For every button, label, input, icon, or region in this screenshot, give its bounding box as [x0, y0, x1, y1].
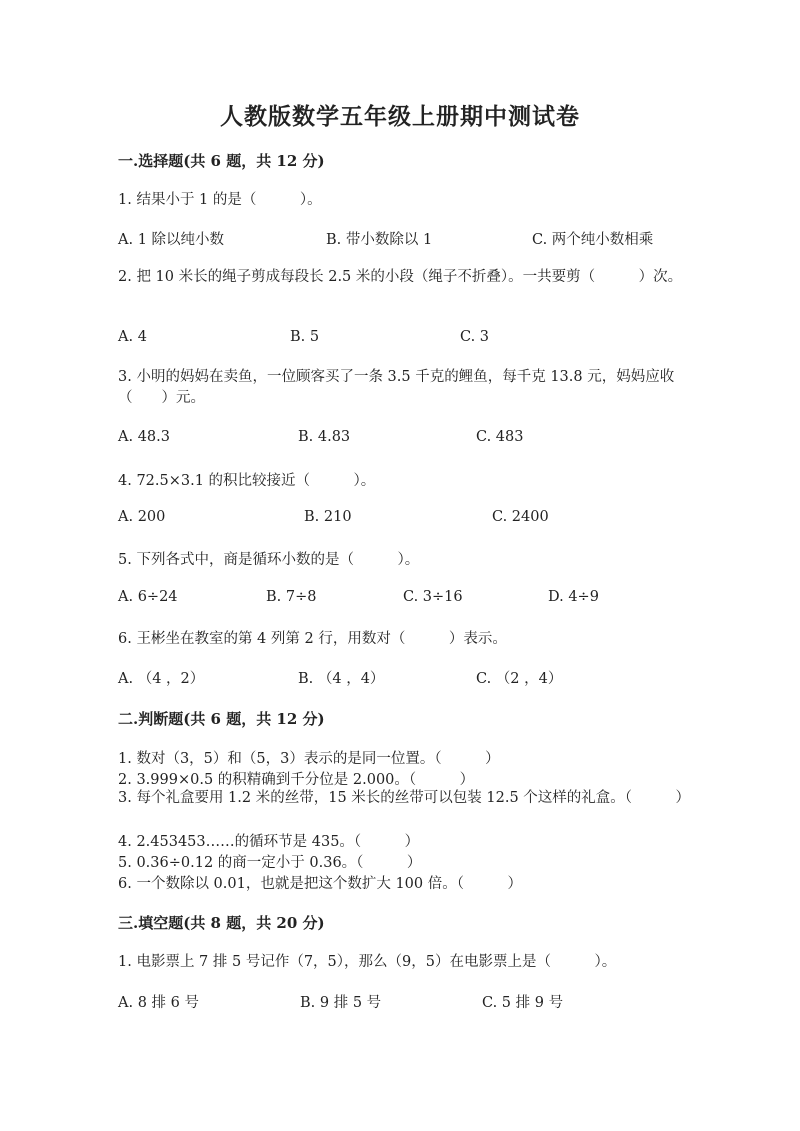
- judgement-item: 1. 数对（3，5）和（5，3）表示的是同一位置。（ ）: [118, 751, 500, 767]
- section-heading-judgement: 二.判断题(共 6 题，共 12 分): [118, 710, 325, 728]
- question-text: 6. 王彬坐在教室的第 4 列第 2 行，用数对（ ）表示。: [118, 631, 507, 647]
- question-text: 5. 下列各式中，商是循环小数的是（ ）。: [118, 552, 420, 568]
- option-b: B. （4 ，4）: [298, 671, 385, 687]
- option-b: B. 带小数除以 1: [326, 232, 433, 248]
- option-d: D. 4÷9: [548, 589, 599, 605]
- option-c: C. 2400: [492, 509, 549, 525]
- judgement-item: 6. 一个数除以 0.01，也就是把这个数扩大 100 倍。（ ）: [118, 876, 522, 892]
- question-text: 3. 小明的妈妈在卖鱼，一位顾客买了一条 3.5 千克的鲤鱼，每千克 13.8 元，妈妈应收（ ）元。: [118, 369, 675, 406]
- question-text: 1. 电影票上 7 排 5 号记作（7，5），那么（9，5）在电影票上是（ ）。: [118, 954, 617, 970]
- option-c: C. 483: [476, 429, 524, 445]
- option-c: C. 两个纯小数相乘: [532, 232, 654, 248]
- option-a: A. 4: [118, 329, 147, 345]
- option-b: B. 9 排 5 号: [300, 995, 382, 1011]
- option-a: A. 8 排 6 号: [118, 995, 199, 1011]
- option-b: B. 5: [290, 329, 320, 345]
- option-c: C. （2 ，4）: [476, 671, 563, 687]
- option-c: C. 3: [460, 329, 490, 345]
- judgement-item: 5. 0.36÷0.12 的商一定小于 0.36。（ ）: [118, 855, 422, 871]
- option-c: C. 3÷16: [403, 589, 463, 605]
- section-heading-choice: 一.选择题(共 6 题，共 12 分): [118, 152, 325, 170]
- question-text: 1. 结果小于 1 的是（ ）。: [118, 192, 322, 208]
- judgement-item: 3. 每个礼盒要用 1.2 米的丝带，15 米长的丝带可以包装 12.5 个这样的礼盒。（ ）: [118, 790, 691, 806]
- judgement-item: 4. 2.453453……的循环节是 435。（ ）: [118, 834, 420, 850]
- section-heading-fill: 三.填空题(共 8 题，共 20 分): [118, 914, 325, 932]
- question-text: 2. 把 10 米长的绳子剪成每段长 2.5 米的小段（绳子不折叠）。一共要剪（ ）次。: [118, 269, 683, 285]
- option-a: A. 48.3: [118, 429, 170, 445]
- question-text: 4. 72.5×3.1 的积比较接近（ ）。: [118, 473, 376, 489]
- option-a: A. （4 ，2）: [118, 671, 205, 687]
- option-a: A. 200: [118, 509, 166, 525]
- judgement-item: 2. 3.999×0.5 的积精确到千分位是 2.000。（ ）: [118, 772, 475, 788]
- option-c: C. 5 排 9 号: [482, 995, 564, 1011]
- option-b: B. 210: [304, 509, 352, 525]
- option-a: A. 1 除以纯小数: [118, 232, 225, 248]
- option-b: B. 7÷8: [266, 589, 317, 605]
- page-title: 人教版数学五年级上册期中测试卷: [220, 103, 580, 130]
- option-a: A. 6÷24: [118, 589, 178, 605]
- option-b: B. 4.83: [298, 429, 351, 445]
